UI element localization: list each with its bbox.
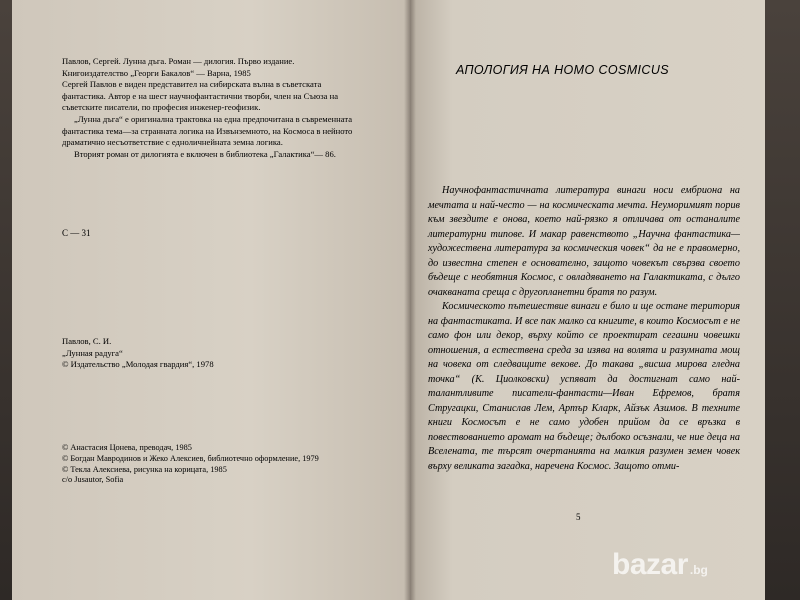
credit-cover: © Текла Алексиева, рисунка на корицата, 1985 — [62, 464, 227, 474]
imprint-author-note: Сергей Павлов е виден представител на сибирската вълна в съветската фантастика. Автор е на шест научнофантастични творби, член на Съюза на съветските писатели, по професия инженер-геофизик. — [62, 79, 339, 113]
imprint-citation: Павлов, Сергей. Лунна дъга. Роман — дилогия. Първо издание. Книгоиздателство „Георги Бакалов“ — Варна, 1985 — [62, 56, 295, 78]
imprint-block — [62, 56, 362, 160]
original-title: „Лунная радуга“ — [62, 347, 123, 358]
imprint-series-note: Вторият роман от дилогията е включен в библиотека „Галактика“— 86. — [74, 148, 336, 159]
watermark-tld: .bg — [689, 563, 708, 577]
copyright-credits — [62, 443, 362, 486]
credit-translator: © Анастасия Цонева, преводач, 1985 — [62, 443, 192, 452]
watermark-logo — [612, 548, 708, 588]
original-publisher: © Издательство „Молодая гвардия“, 1978 — [62, 359, 214, 370]
classification-code: С — 31 — [62, 228, 91, 238]
credit-agency: c/o Jusautor, Sofia — [62, 475, 124, 485]
body-paragraph: Космическото пътешествие винаги е било и ще остане територия на фантастиката. И все пак малко са книгите, в които Космосът е не само фон или декор, върху който се проектират сегашни човешки отношения, а естествена среда за изява на волята и разумната мощ на човека от следващите векове. До такава „висша мирова гледна точка“ (К. Циолковски) успяват да достигнат само най-талантливите писатели-фантасти—Иван Ефремов, братя Стругацки, Станислав Лем, Артър Кларк, Айзък Азимов. В техните книги Космосът е не само удобен прийом да се връзка в повествованието аромат на бъдеще; дълбоко осъзнали, че ние деца на Вселената, те търсят очертанията на малкия разумен земен човек върху великата загадка, наречена Космос. Защото отми- — [428, 301, 740, 472]
imprint-annotation: „Лунна дъга“ е оригинална трактовка на една предпочитана в съвременната фантастика тема—за странната логика на Извънземното, на Космоса в нейното драматично несъответствие с едноличнейната земна логика. — [62, 113, 353, 148]
chapter-body — [428, 184, 740, 474]
credit-design: © Богдан Мавродинов и Жеко Алексиев, библиотечно оформление, 1979 — [62, 453, 319, 463]
page-number: 5 — [576, 512, 581, 522]
original-author: Павлов, С. И. — [62, 336, 112, 346]
book-gutter — [404, 0, 416, 600]
original-edition-block — [62, 336, 362, 371]
chapter-title: АПОЛОГИЯ НА HOMO COSMICUS — [456, 63, 670, 77]
watermark-text: bazar — [612, 548, 688, 581]
body-paragraph: Научнофантастичната литература винаги носи ембриона на мечтата и най-често — на космическата мечта. Неуморимият порив към звездите е онова, което най-рязко я отличава от останалите литературни типове. И макар равенството „Научна фантастика—художествена литература за космическия човек“ да не е правомерно, до известна степен е основателно, защото човекът свързва своето бъдеще с необятния Космос, с овладяването на Галактиката, с дълго очакваната среща с другопланетни братя по разум. — [428, 185, 740, 298]
